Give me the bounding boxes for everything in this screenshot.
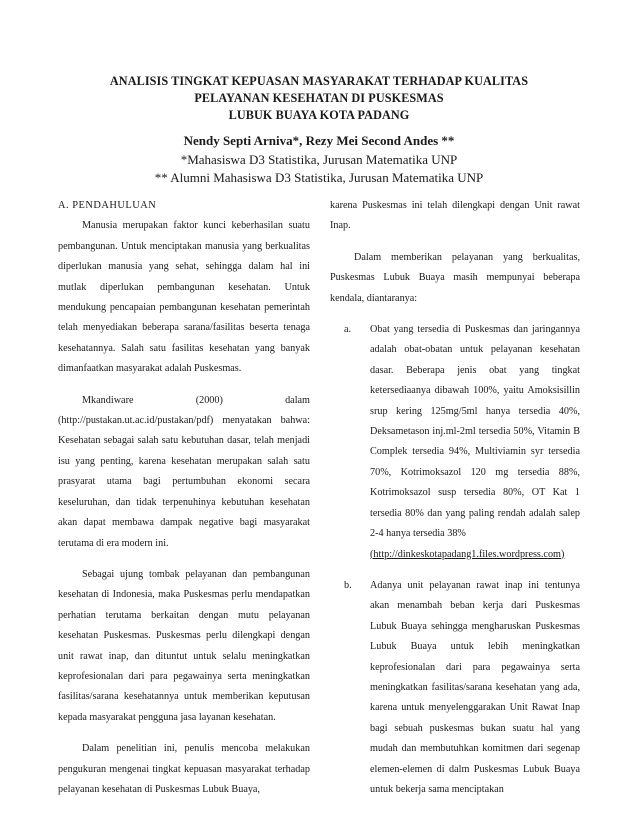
source-link[interactable]: (http://dinkeskotapadang1.files.wordpress.com) (370, 548, 565, 560)
author-block (40, 132, 598, 188)
list-item-b (330, 576, 580, 800)
citation-author: Mkandiware (82, 394, 134, 406)
citation-word: dalam (285, 394, 310, 406)
paragraph-3: Sebagai ujung tombak pelayanan dan pembangunan kesehatan di Indonesia, maka Puskesmas perlu mendapatkan perhatian terutama berkaitan dengan mutu pelayanan kesehatan Puskesmas. Puskesmas perlu dilengkapi dengan unit rawat inap, dan dituntut untuk selalu meningkatkan keprofesionalan dari para pegawainya serta meningkatkan fasilitas/sarana kesehatannya untuk memberikan keputusan kepada masyarakat pengguna jasa layanan kesehatan. (58, 568, 310, 723)
title-line-3: LUBUK BUAYA KOTA PADANG (228, 108, 410, 122)
paper-title (60, 73, 578, 124)
list-item-a (330, 320, 580, 565)
paragraph-6: Dalam memberikan pelayanan yang berkualitas, Puskesmas Lubuk Buaya masih mempunyai beberapa kendala, diantaranya: (330, 251, 580, 304)
list-marker-a: a. (344, 324, 352, 336)
citation-year: (2000) (195, 394, 223, 406)
section-heading: A. PENDAHULUAN (58, 200, 157, 211)
paragraph-2: (http://pustakan.ut.ac.id/pustakan/pdf) menyatakan bahwa: Kesehatan sebagai salah satu kebutuhan dasar, telah menjadi isu yang penting, karena kesehatan merupakan salah satu prasyarat utama bagi pertumbuhan ekonomi secara keseluruhan, dan tidak terpenuhinya kebutuhan kesehatan akan dapat membawa dampak negative bagi masyarakat terutama di era modern ini. (58, 415, 310, 549)
right-column (330, 196, 580, 800)
affiliation-1: *Mahasiswa D3 Statistika, Jurusan Matematika UNP (180, 151, 458, 167)
citation-line (82, 391, 310, 411)
paragraph-5: karena Puskesmas ini telah dilengkapi dengan Unit rawat Inap. (330, 200, 580, 232)
author-names: Nendy Septi Arniva*, Rezy Mei Second Andes ** (183, 133, 455, 148)
paragraph-1: Manusia merupakan faktor kunci keberhasilan suatu pembangunan. Untuk menciptakan manusia yang berkualitas diperlukan manusia yang sehat, sehingga dalam hal ini mutlak diperlukan pembangunan kesehatan. Untuk mendukung pencapaian pembangunan kesehatan pemerintah telah menyediakan beberapa sarana/fasilitas beserta tenaga kesehatannya. Salah satu fasilitas kesehatan yang banyak dimanfaatkan masyarakat adalah Puskesmas. (58, 220, 310, 375)
list-item-b-text: Adanya unit pelayanan rawat inap ini tentunya akan menambah beban kerja dari Puskesmas Lubuk Buaya sehingga mengharuskan Puskesmas Lubuk Buaya untuk lebih meningkatkan keprofesionalan dari para pegawainya serta meningkatkan fasilitas/sarana kesehatan yang ada, karena untuk menyelenggarakan Unit Rawat Inap bagi sebuah puskesmas bukan suatu hal yang mudah dan membutuhkan komitmen dari segenap elemen-elemen di dalm Puskesmas Lubuk Buaya untuk bekerja sama menciptakan (370, 579, 580, 795)
title-line-1: ANALISIS TINGKAT KEPUASAN MASYARAKAT TERHADAP KUALITAS (109, 74, 529, 88)
left-column (58, 196, 310, 800)
title-line-2: PELAYANAN KESEHATAN DI PUSKESMAS (194, 91, 444, 105)
affiliation-2: ** Alumni Mahasiswa D3 Statistika, Jurusan Matematika UNP (154, 170, 484, 185)
list-marker-b: b. (344, 579, 352, 591)
paragraph-4: Dalam penelitian ini, penulis mencoba melakukan pengukuran mengenai tingkat kepuasan masyarakat terhadap pelayanan kesehatan di Puskesmas Lubuk Buaya, (58, 743, 310, 795)
list-item-a-text: Obat yang tersedia di Puskesmas dan jaringannya adalah obat-obatan untuk pelayanan kesehatan dasar. Beberapa jenis obat yang tingkat ketersediaanya dibawah 100%, yaitu Amoksisillin srup kering 125mg/5ml hanya tersedia 40%, Deksametason inj.ml-2ml tersedia 50%, Vitamin B Complek tersedia 94%, Multiviamin syr tersedia 70%, Kotrimoksazol 120 mg tersedia 88%, Kotrimoksazol susp tersedia 80%, OT Kat 1 tersedia 80% dan yang paling rendah adalah salep 2-4 hanya tersedia 38% (370, 324, 580, 540)
